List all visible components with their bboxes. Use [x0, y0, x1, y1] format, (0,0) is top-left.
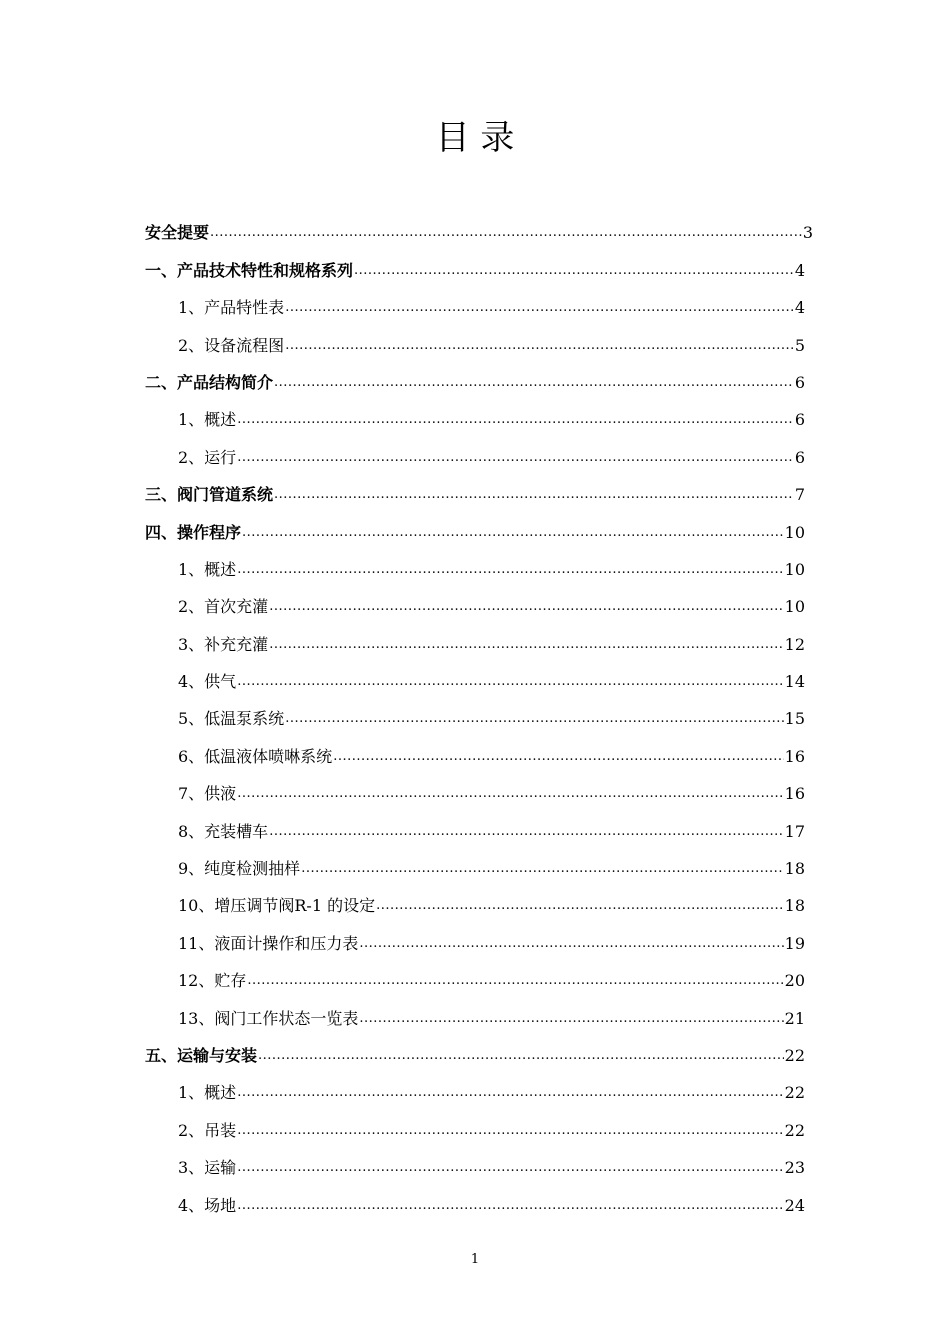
toc-entry[interactable]	[145, 1066, 813, 1103]
toc-leader-dots	[359, 934, 783, 954]
toc-entry-label: 12、贮存	[178, 971, 247, 991]
toc-entry-label: 2、首次充灌	[178, 597, 269, 617]
toc-entry[interactable]	[145, 729, 813, 766]
toc-entry-label: 13、阀门工作状态一览表	[178, 1008, 359, 1028]
toc-leader-dots	[359, 1009, 783, 1029]
toc-leader-dots	[237, 410, 794, 430]
toc-entry-page: 10	[784, 522, 805, 542]
toc-entry[interactable]	[145, 655, 813, 692]
toc-entry-label: 一、产品技术特性和规格系列	[145, 260, 354, 280]
toc-entry[interactable]	[145, 804, 813, 841]
toc-entry[interactable]	[145, 281, 813, 318]
toc-leader-dots	[269, 635, 783, 655]
toc-entry-label: 2、设备流程图	[178, 335, 285, 355]
toc-entry[interactable]	[145, 468, 813, 505]
toc-entry-label: 3、运输	[178, 1158, 237, 1178]
document-title: 目 录	[435, 118, 515, 158]
toc-entry[interactable]	[145, 505, 813, 542]
toc-leader-dots	[237, 672, 783, 692]
toc-entry-page: 19	[784, 933, 805, 953]
toc-entry[interactable]	[145, 206, 813, 243]
toc-entry-page: 18	[784, 896, 805, 916]
toc-entry-page: 15	[784, 709, 805, 729]
toc-entry-page: 5	[794, 335, 805, 355]
toc-entry-label: 2、吊装	[178, 1120, 237, 1140]
toc-entry-page: 6	[794, 372, 805, 392]
toc-entry-page: 16	[784, 784, 805, 804]
toc-leader-dots	[237, 1083, 783, 1103]
toc-entry-page: 22	[784, 1120, 805, 1140]
toc-entry-label: 8、充装槽车	[178, 821, 269, 841]
toc-leader-dots	[247, 971, 783, 991]
toc-entry[interactable]	[145, 1029, 813, 1066]
toc-leader-dots	[274, 485, 794, 505]
toc-entry-page: 10	[784, 597, 805, 617]
toc-entry-page: 14	[784, 672, 805, 692]
toc-entry[interactable]	[145, 842, 813, 879]
toc-entry[interactable]	[145, 954, 813, 991]
toc-entry[interactable]	[145, 991, 813, 1028]
page-number: 1	[470, 1252, 480, 1267]
toc-entry-label: 二、产品结构简介	[145, 372, 274, 392]
toc-entry-label: 6、低温液体喷啉系统	[178, 746, 333, 766]
toc-leader-dots	[285, 709, 783, 729]
toc-entry-page: 12	[784, 634, 805, 654]
toc-entry[interactable]	[145, 916, 813, 953]
toc-entry-label: 1、概述	[178, 410, 237, 430]
toc-entry-label: 五、运输与安装	[145, 1045, 258, 1065]
table-of-contents	[145, 206, 813, 1216]
toc-leader-dots	[285, 298, 794, 318]
toc-entry[interactable]	[145, 1103, 813, 1140]
toc-entry-page: 4	[794, 260, 805, 280]
toc-leader-dots	[237, 1121, 783, 1141]
toc-entry-label: 1、概述	[178, 559, 237, 579]
toc-entry[interactable]	[145, 243, 813, 280]
toc-entry-page: 23	[784, 1158, 805, 1178]
toc-entry-page: 18	[784, 859, 805, 879]
toc-entry-label: 1、概述	[178, 1083, 237, 1103]
toc-leader-dots	[210, 223, 802, 243]
toc-entry[interactable]	[145, 1141, 813, 1178]
toc-entry[interactable]	[145, 356, 813, 393]
toc-leader-dots	[237, 448, 794, 468]
toc-entry[interactable]	[145, 318, 813, 355]
toc-entry-label: 4、供气	[178, 672, 237, 692]
toc-entry[interactable]	[145, 879, 813, 916]
toc-entry-label: 1、产品特性表	[178, 298, 285, 318]
toc-leader-dots	[274, 373, 794, 393]
toc-entry[interactable]	[145, 692, 813, 729]
toc-leader-dots	[269, 822, 783, 842]
toc-entry[interactable]	[145, 393, 813, 430]
toc-leader-dots	[237, 1158, 783, 1178]
toc-entry-page: 4	[794, 298, 805, 318]
toc-leader-dots	[333, 747, 783, 767]
toc-entry[interactable]	[145, 617, 813, 654]
toc-entry-label: 四、操作程序	[145, 522, 242, 542]
toc-leader-dots	[269, 597, 783, 617]
toc-leader-dots	[237, 1196, 783, 1216]
toc-entry-page: 3	[802, 223, 813, 243]
toc-entry-page: 7	[794, 485, 805, 505]
toc-entry-page: 21	[784, 1008, 805, 1028]
toc-entry-label: 9、纯度检测抽样	[178, 859, 301, 879]
toc-entry-label: 5、低温泵系统	[178, 709, 285, 729]
toc-entry-label: 11、液面计操作和压力表	[178, 933, 359, 953]
toc-entry[interactable]	[145, 580, 813, 617]
toc-entry-label: 三、阀门管道系统	[145, 485, 274, 505]
toc-entry-page: 22	[784, 1045, 805, 1065]
toc-entry-page: 22	[784, 1083, 805, 1103]
toc-entry-page: 6	[794, 447, 805, 467]
toc-entry-label: 10、增压调节阀R-1 的设定	[178, 896, 376, 916]
toc-entry-page: 24	[784, 1195, 805, 1215]
toc-leader-dots	[354, 261, 794, 281]
toc-entry-label: 安全提要	[145, 223, 210, 243]
toc-entry[interactable]	[145, 543, 813, 580]
toc-entry-label: 2、运行	[178, 447, 237, 467]
toc-leader-dots	[237, 784, 783, 804]
toc-entry-page: 16	[784, 746, 805, 766]
toc-entry-page: 10	[784, 559, 805, 579]
toc-entry-page: 6	[794, 410, 805, 430]
toc-leader-dots	[376, 896, 784, 916]
toc-entry[interactable]	[145, 430, 813, 467]
toc-leader-dots	[237, 560, 783, 580]
toc-entry-label: 3、补充充灌	[178, 634, 269, 654]
toc-leader-dots	[258, 1046, 784, 1066]
toc-entry-page: 20	[784, 971, 805, 991]
toc-entry-label: 4、场地	[178, 1195, 237, 1215]
toc-entry[interactable]	[145, 1178, 813, 1215]
toc-entry-page: 17	[784, 821, 805, 841]
toc-leader-dots	[285, 336, 794, 356]
toc-entry[interactable]	[145, 767, 813, 804]
toc-leader-dots	[301, 859, 783, 879]
toc-leader-dots	[242, 523, 784, 543]
toc-entry-label: 7、供液	[178, 784, 237, 804]
